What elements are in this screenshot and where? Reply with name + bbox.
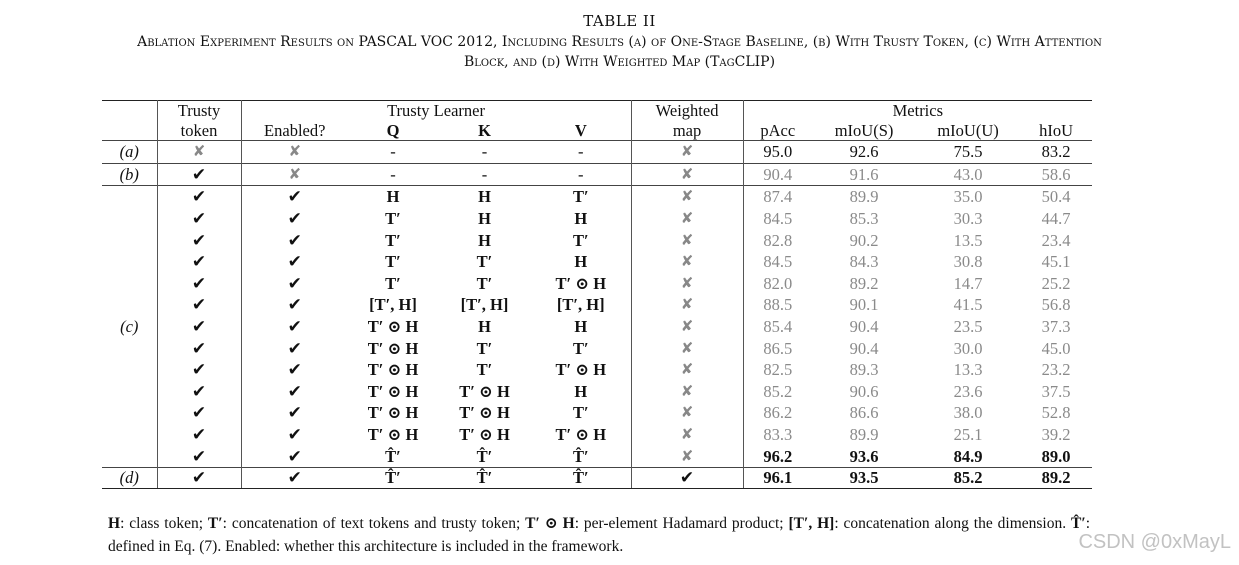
metric-miou-s: 90.2 xyxy=(849,230,879,250)
footnote-th-symbol: T′ ⊙ H xyxy=(525,515,575,532)
enabled-cell xyxy=(241,446,348,468)
trusty-token-cell xyxy=(157,468,241,489)
metric-miou-u: 25.1 xyxy=(953,424,983,444)
metric-hiou: 58.6 xyxy=(1020,163,1092,186)
v-cell: T̂′ xyxy=(531,468,631,489)
table-row xyxy=(102,338,1092,360)
cross-icon: ✘ xyxy=(288,144,302,161)
weighted-map-cell xyxy=(631,381,743,403)
check-icon: ✔ xyxy=(287,338,302,358)
trusty-token-cell xyxy=(157,359,241,381)
weighted-map-cell xyxy=(631,338,743,360)
weighted-map-cell xyxy=(631,316,743,338)
metric-hiou: 56.8 xyxy=(1041,295,1071,315)
cross-icon: ✘ xyxy=(680,232,694,249)
v-cell: T′ ⊙ H xyxy=(531,424,631,446)
metric-miou-s: 86.6 xyxy=(849,403,879,423)
v-cell: H xyxy=(531,316,631,338)
check-icon: ✔ xyxy=(287,381,302,401)
cross-icon: ✘ xyxy=(680,275,694,292)
enabled-cell xyxy=(241,273,348,295)
trusty-token-cell xyxy=(157,446,241,468)
metric-miou-u: 23.5 xyxy=(953,316,983,336)
metric-miou-u: 14.7 xyxy=(953,273,983,293)
ablation-table xyxy=(102,100,1092,489)
header-row-1 xyxy=(102,101,1092,121)
q-cell: T′ ⊙ H xyxy=(367,424,419,444)
metric-miou-s: 89.2 xyxy=(849,273,879,293)
enabled-cell xyxy=(241,186,348,208)
k-cell: T̂′ xyxy=(476,446,493,466)
metric-pacc: 84.5 xyxy=(763,208,793,228)
v-cell: H xyxy=(531,251,631,273)
v-cell: T′ xyxy=(531,402,631,424)
cross-icon: ✘ xyxy=(680,426,694,443)
metric-miou-s: 92.6 xyxy=(812,141,916,164)
trusty-token-cell xyxy=(157,424,241,446)
weighted-map-cell xyxy=(631,186,743,208)
check-icon: ✔ xyxy=(287,468,302,488)
footnote-h-text: : class token; xyxy=(120,515,208,532)
enabled-cell xyxy=(241,468,348,489)
metric-miou-s: 84.3 xyxy=(849,252,879,272)
check-icon: ✔ xyxy=(287,230,302,250)
header-miou-s: mIoU(S) xyxy=(834,120,894,140)
cross-icon: ✘ xyxy=(192,144,206,161)
q-cell: T′ ⊙ H xyxy=(367,381,419,401)
k-cell: T′ ⊙ H xyxy=(459,424,510,444)
enabled-cell xyxy=(241,338,348,360)
check-icon: ✔ xyxy=(191,252,207,272)
k-cell: T′ xyxy=(476,360,493,380)
table-number: TABLE II xyxy=(583,12,656,30)
metric-pacc: 82.5 xyxy=(763,360,793,380)
header-enabled: Enabled? xyxy=(264,120,326,140)
trusty-token-cell xyxy=(157,402,241,424)
metric-hiou: 45.0 xyxy=(1041,338,1071,358)
metric-hiou: 39.2 xyxy=(1041,424,1071,444)
metric-miou-s: 89.9 xyxy=(849,424,879,444)
metric-hiou: 45.1 xyxy=(1041,252,1071,272)
metric-miou-u: 38.0 xyxy=(953,403,983,423)
table-row xyxy=(102,424,1092,446)
trusty-token-cell xyxy=(157,141,241,164)
footnote-cat-text: : concatenation along the dimension. xyxy=(834,515,1071,532)
k-cell: T′ ⊙ H xyxy=(459,381,510,401)
q-cell: T′ xyxy=(385,273,401,293)
cross-icon: ✘ xyxy=(680,448,694,465)
check-icon: ✔ xyxy=(191,446,207,466)
q-cell: T′ xyxy=(385,230,401,250)
header-k: K xyxy=(478,120,491,140)
metric-miou-s: 93.6 xyxy=(849,446,879,466)
metric-hiou: 44.7 xyxy=(1041,208,1071,228)
metric-hiou: 37.3 xyxy=(1041,316,1071,336)
check-icon: ✔ xyxy=(191,360,207,380)
check-icon: ✔ xyxy=(287,273,302,293)
metric-miou-s: 90.1 xyxy=(849,295,879,315)
trusty-token-cell xyxy=(157,186,241,208)
header-weighted-map-1: Weighted xyxy=(631,101,743,121)
table-row xyxy=(102,468,1092,489)
weighted-map-cell xyxy=(631,141,743,164)
q-cell: T′ ⊙ H xyxy=(367,403,419,423)
table-row xyxy=(102,186,1092,208)
check-icon: ✔ xyxy=(287,295,302,315)
header-trusty-token-2: token xyxy=(157,121,241,141)
cross-icon: ✘ xyxy=(680,405,694,422)
metric-miou-u: 30.3 xyxy=(953,208,983,228)
cross-icon: ✘ xyxy=(680,297,694,314)
metric-pacc: 86.5 xyxy=(763,338,793,358)
check-icon: ✔ xyxy=(191,187,207,207)
group-label: (d) xyxy=(102,468,157,489)
weighted-map-cell xyxy=(631,230,743,252)
trusty-token-cell xyxy=(157,316,241,338)
v-cell: T′ ⊙ H xyxy=(531,273,631,295)
group-label: (a) xyxy=(102,141,157,164)
enabled-cell xyxy=(241,294,348,316)
cross-icon: ✘ xyxy=(680,166,694,183)
trusty-token-cell xyxy=(157,163,241,186)
weighted-map-cell xyxy=(631,468,743,489)
v-cell: T̂′ xyxy=(531,446,631,468)
footnote-t-text: : concatenation of text tokens and trusty token; xyxy=(222,515,526,532)
table-row xyxy=(102,273,1092,295)
q-cell: T′ ⊙ H xyxy=(367,316,419,336)
cross-icon: ✘ xyxy=(680,189,694,206)
check-icon: ✔ xyxy=(287,403,302,423)
k-cell: [T′, H] xyxy=(460,295,509,315)
k-cell: T̂′ xyxy=(438,468,531,489)
metric-miou-u: 23.6 xyxy=(953,381,983,401)
check-icon: ✔ xyxy=(191,381,207,401)
trusty-token-cell xyxy=(157,230,241,252)
metric-miou-s: 90.4 xyxy=(849,338,879,358)
v-cell: T′ ⊙ H xyxy=(531,359,631,381)
footnote-th-text: : per-element Hadamard product; xyxy=(574,515,789,532)
metric-hiou: 50.4 xyxy=(1020,186,1092,208)
check-icon: ✔ xyxy=(191,338,207,358)
trusty-token-cell xyxy=(157,273,241,295)
metric-miou-s: 85.3 xyxy=(849,208,879,228)
k-cell: T′ xyxy=(476,338,493,358)
k-cell: H xyxy=(478,208,491,228)
enabled-cell xyxy=(241,424,348,446)
enabled-cell xyxy=(241,316,348,338)
metric-pacc: 83.3 xyxy=(763,424,793,444)
check-icon: ✔ xyxy=(287,424,302,444)
q-cell: T′ xyxy=(385,208,401,228)
metric-hiou: 89.2 xyxy=(1020,468,1092,489)
table-row xyxy=(102,446,1092,468)
table-row xyxy=(102,316,1092,338)
footnote-h-symbol: H xyxy=(108,515,121,532)
q-cell: T′ xyxy=(385,252,401,272)
k-cell: H xyxy=(478,316,491,336)
weighted-map-cell xyxy=(631,208,743,230)
cross-icon: ✘ xyxy=(680,254,694,271)
metric-pacc: 85.4 xyxy=(763,316,793,336)
check-icon: ✔ xyxy=(679,468,695,488)
metric-pacc: 82.0 xyxy=(763,273,793,293)
trusty-token-cell xyxy=(157,251,241,273)
header-miou-u: mIoU(U) xyxy=(937,120,999,140)
group-label: (b) xyxy=(102,163,157,186)
metric-miou-u: 41.5 xyxy=(953,295,983,315)
header-v: V xyxy=(531,121,631,141)
weighted-map-cell xyxy=(631,402,743,424)
weighted-map-cell xyxy=(631,446,743,468)
enabled-cell xyxy=(241,381,348,403)
table-footnote xyxy=(108,512,1090,558)
v-cell: T′ xyxy=(531,338,631,360)
metric-miou-u: 13.3 xyxy=(953,360,983,380)
k-cell: - xyxy=(438,141,531,164)
header-trusty-token-1: Trusty xyxy=(157,101,241,121)
metric-miou-u: 30.0 xyxy=(953,338,983,358)
watermark: CSDN @0xMayL xyxy=(1078,531,1231,553)
footnote-t-symbol: T′ xyxy=(207,515,223,532)
q-cell: H xyxy=(348,186,438,208)
v-cell: H xyxy=(531,381,631,403)
check-icon: ✔ xyxy=(191,230,207,250)
metric-pacc: 84.5 xyxy=(763,252,793,272)
metric-pacc: 87.4 xyxy=(743,186,812,208)
metric-miou-u: 13.5 xyxy=(953,230,983,250)
header-q: Q xyxy=(386,120,400,140)
weighted-map-cell xyxy=(631,273,743,295)
weighted-map-cell xyxy=(631,251,743,273)
table-caption-line1: Ablation Experiment Results on PASCAL VOC 2012, Including Results (a) of One-Stage Baseline, (b) With Trusty Token, (c) With Attention xyxy=(137,34,1102,50)
v-cell: [T′, H] xyxy=(531,294,631,316)
cross-icon: ✘ xyxy=(680,318,694,335)
q-cell: - xyxy=(348,163,438,186)
metric-miou-s: 91.6 xyxy=(812,163,916,186)
q-cell: [T′, H] xyxy=(369,295,417,315)
table-row xyxy=(102,141,1092,164)
metric-miou-u: 30.8 xyxy=(953,252,983,272)
q-cell: T̂′ xyxy=(348,468,438,489)
metric-hiou: 83.2 xyxy=(1020,141,1092,164)
check-icon: ✔ xyxy=(191,273,207,293)
metric-pacc: 96.2 xyxy=(763,446,793,466)
check-icon: ✔ xyxy=(287,208,302,228)
cross-icon: ✘ xyxy=(680,144,694,161)
check-icon: ✔ xyxy=(287,252,302,272)
metric-hiou: 52.8 xyxy=(1041,403,1071,423)
check-icon: ✔ xyxy=(287,187,302,207)
header-metrics: Metrics xyxy=(743,101,1092,121)
check-icon: ✔ xyxy=(191,403,207,423)
metric-miou-s: 90.6 xyxy=(849,381,879,401)
header-weighted-map-2: map xyxy=(631,121,743,141)
table-caption-line2: Block, and (d) With Weighted Map (TagCLIP) xyxy=(463,54,776,70)
cross-icon: ✘ xyxy=(288,166,302,183)
metric-miou-u: 75.5 xyxy=(916,141,1020,164)
v-cell: T′ xyxy=(531,186,631,208)
header-hiou: hIoU xyxy=(1039,120,1074,140)
table-row xyxy=(102,294,1092,316)
cross-icon: ✘ xyxy=(680,362,694,379)
metric-hiou: 23.4 xyxy=(1041,230,1071,250)
footnote-that-text: : defined in Eq. (7). Enabled: whether this architecture is included in the framework. xyxy=(108,515,1090,555)
enabled-cell xyxy=(241,141,348,164)
metric-pacc: 82.8 xyxy=(763,230,793,250)
metric-pacc: 90.4 xyxy=(743,163,812,186)
header-trusty-learner: Trusty Learner xyxy=(241,101,631,121)
v-cell: T′ xyxy=(531,230,631,252)
q-cell: T′ ⊙ H xyxy=(367,360,419,380)
table-row xyxy=(102,208,1092,230)
metric-hiou: 25.2 xyxy=(1041,273,1071,293)
check-icon: ✔ xyxy=(191,295,207,315)
metric-pacc: 95.0 xyxy=(743,141,812,164)
metric-miou-u: 84.9 xyxy=(953,446,983,466)
check-icon: ✔ xyxy=(191,316,207,336)
k-cell: H xyxy=(438,186,531,208)
check-icon: ✔ xyxy=(191,468,207,488)
cross-icon: ✘ xyxy=(680,210,694,227)
q-cell: - xyxy=(348,141,438,164)
q-cell: T̂′ xyxy=(385,446,401,466)
v-cell: H xyxy=(531,208,631,230)
metric-miou-s: 89.3 xyxy=(849,360,879,380)
weighted-map-cell xyxy=(631,424,743,446)
table-row xyxy=(102,381,1092,403)
metric-miou-u: 85.2 xyxy=(916,468,1020,489)
footnote-cat-symbol: [T′, H] xyxy=(788,515,835,532)
k-cell: T′ xyxy=(476,273,493,293)
metric-pacc: 86.2 xyxy=(763,403,793,423)
weighted-map-cell xyxy=(631,163,743,186)
cross-icon: ✘ xyxy=(680,383,694,400)
check-icon: ✔ xyxy=(191,208,207,228)
metric-miou-s: 89.9 xyxy=(812,186,916,208)
metric-miou-s: 93.5 xyxy=(812,468,916,489)
group-label: (c) xyxy=(102,186,157,468)
check-icon: ✔ xyxy=(191,164,207,184)
k-cell: - xyxy=(438,163,531,186)
table-row xyxy=(102,251,1092,273)
enabled-cell xyxy=(241,163,348,186)
metric-hiou: 23.2 xyxy=(1041,360,1071,380)
table-row xyxy=(102,359,1092,381)
v-cell: - xyxy=(531,141,631,164)
trusty-token-cell xyxy=(157,208,241,230)
enabled-cell xyxy=(241,208,348,230)
enabled-cell xyxy=(241,230,348,252)
footnote-that-symbol: T̂′ xyxy=(1070,515,1086,532)
k-cell: T′ xyxy=(476,252,493,272)
weighted-map-cell xyxy=(631,294,743,316)
table-row xyxy=(102,230,1092,252)
metric-pacc: 96.1 xyxy=(743,468,812,489)
metric-pacc: 88.5 xyxy=(763,295,793,315)
q-cell: T′ ⊙ H xyxy=(367,338,419,358)
table-row xyxy=(102,402,1092,424)
metric-miou-s: 90.4 xyxy=(849,316,879,336)
v-cell: - xyxy=(531,163,631,186)
check-icon: ✔ xyxy=(191,424,207,444)
trusty-token-cell xyxy=(157,294,241,316)
metric-hiou: 89.0 xyxy=(1041,446,1071,466)
table-row xyxy=(102,163,1092,186)
weighted-map-cell xyxy=(631,359,743,381)
trusty-token-cell xyxy=(157,338,241,360)
metric-miou-u: 35.0 xyxy=(916,186,1020,208)
metric-miou-u: 43.0 xyxy=(916,163,1020,186)
check-icon: ✔ xyxy=(287,316,302,336)
check-icon: ✔ xyxy=(287,446,302,466)
check-icon: ✔ xyxy=(287,360,302,380)
cross-icon: ✘ xyxy=(680,340,694,357)
enabled-cell xyxy=(241,359,348,381)
k-cell: T′ ⊙ H xyxy=(459,403,510,423)
enabled-cell xyxy=(241,402,348,424)
trusty-token-cell xyxy=(157,381,241,403)
enabled-cell xyxy=(241,251,348,273)
metric-hiou: 37.5 xyxy=(1041,381,1071,401)
header-row-2 xyxy=(102,121,1092,141)
metric-pacc: 85.2 xyxy=(763,381,793,401)
header-pacc: pAcc xyxy=(760,120,796,140)
k-cell: H xyxy=(478,230,491,250)
